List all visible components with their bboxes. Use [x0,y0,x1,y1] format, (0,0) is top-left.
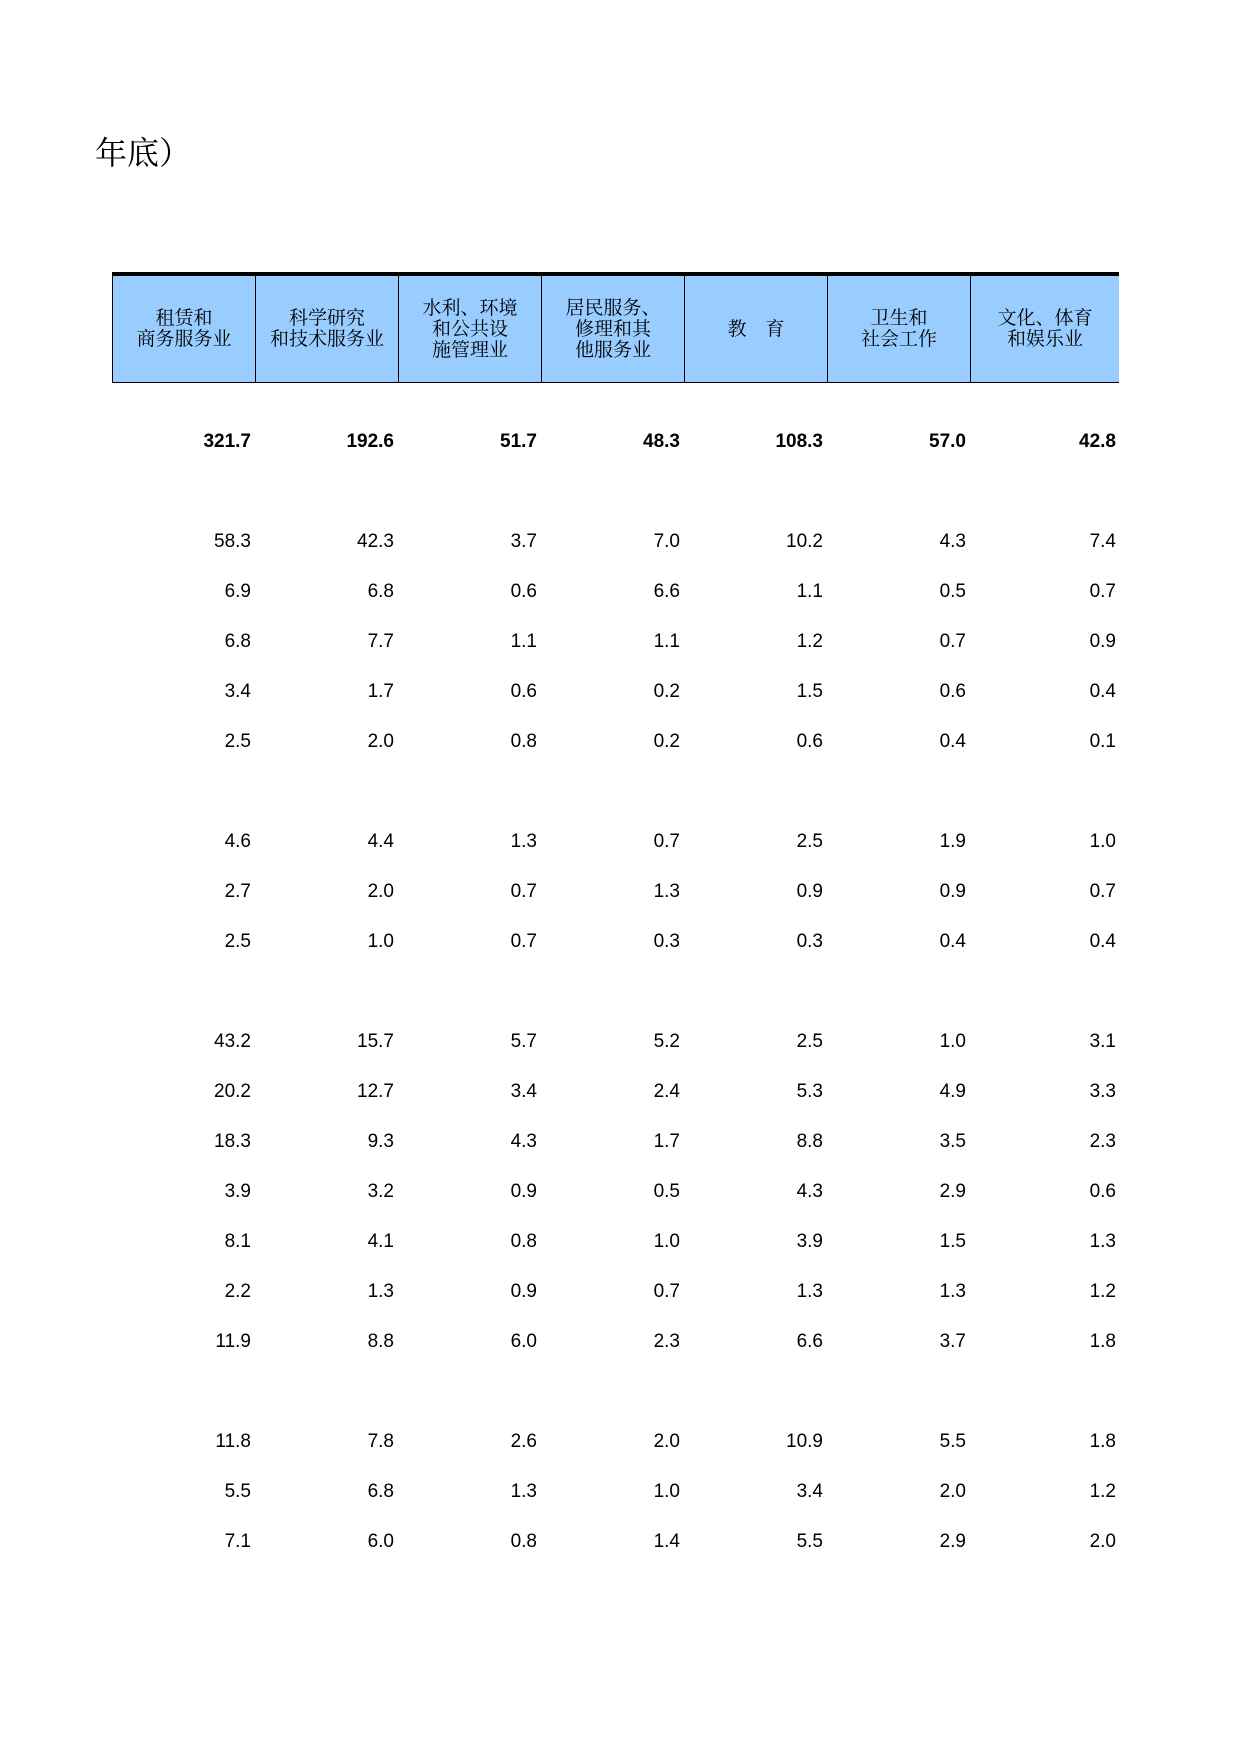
table-cell: 1.1 [796,581,823,602]
table-cell: 6.6 [653,581,680,602]
table-cell: 1.0 [367,931,394,952]
table-row [112,1077,1119,1107]
table-cell: 0.7 [510,881,537,902]
header-water-environment: 水利、环境 和公共设 施管理业 [398,276,541,382]
table-cell: 0.8 [510,731,537,752]
table-row [112,1427,1119,1457]
table-cell: 8.1 [224,1231,251,1252]
table-row [112,827,1119,857]
table-cell: 3.4 [510,1081,537,1102]
table-row [112,627,1119,657]
table-cell: 2.6 [510,1431,537,1452]
table-cell: 2.7 [224,881,251,902]
table-cell: 5.5 [796,1531,823,1552]
table-cell: 7.7 [367,631,394,652]
header-leasing-business: 租赁和 商务服务业 [112,276,255,382]
table-cell: 2.5 [796,1031,823,1052]
table-cell: 6.0 [510,1331,537,1352]
table-cell: 15.7 [357,1031,394,1052]
table-row [112,1477,1119,1507]
table-cell: 0.9 [510,1181,537,1202]
table-cell: 0.4 [939,931,966,952]
table-cell: 0.7 [1089,581,1116,602]
table-cell: 1.5 [939,1231,966,1252]
table-cell: 3.4 [224,681,251,702]
table-cell: 192.6 [346,431,394,452]
table-cell: 108.3 [775,431,823,452]
table-cell: 6.6 [796,1331,823,1352]
table-cell: 57.0 [929,431,966,452]
table-cell: 1.7 [653,1131,680,1152]
table-cell: 0.4 [1089,931,1116,952]
table-cell: 0.6 [510,581,537,602]
table-cell: 6.8 [367,581,394,602]
table-cell: 2.5 [796,831,823,852]
table-cell: 0.7 [510,931,537,952]
table-cell: 2.3 [1089,1131,1116,1152]
table-cell: 10.2 [786,531,823,552]
table-cell: 2.3 [653,1331,680,1352]
table-cell: 1.9 [939,831,966,852]
table-cell: 3.4 [796,1481,823,1502]
table-cell: 6.8 [224,631,251,652]
table-cell: 1.4 [653,1531,680,1552]
table-cell: 4.3 [939,531,966,552]
table-cell: 321.7 [203,431,251,452]
header-scientific-research: 科学研究 和技术服务业 [255,276,398,382]
header-culture-sports: 文化、体育 和娱乐业 [970,276,1119,382]
table-cell: 51.7 [500,431,537,452]
header-education: 教 育 [684,276,827,382]
table-cell: 1.3 [510,1481,537,1502]
table-cell: 1.7 [367,681,394,702]
table-cell: 2.0 [1089,1531,1116,1552]
table-cell: 0.3 [653,931,680,952]
table-cell: 0.6 [796,731,823,752]
table-cell: 2.5 [224,731,251,752]
table-cell: 3.7 [510,531,537,552]
table-cell: 0.9 [796,881,823,902]
table-cell: 0.2 [653,681,680,702]
table-row [112,1027,1119,1057]
table-cell: 4.3 [796,1181,823,1202]
table-cell: 3.9 [224,1181,251,1202]
table-cell: 2.9 [939,1531,966,1552]
header-resident-services: 居民服务、 修理和其 他服务业 [541,276,684,382]
page-title: 年底） [95,134,192,172]
table-cell: 58.3 [214,531,251,552]
table-cell: 4.1 [367,1231,394,1252]
table-cell: 1.3 [939,1281,966,1302]
table-cell: 0.5 [939,581,966,602]
table-cell: 2.4 [653,1081,680,1102]
table-cell: 0.9 [510,1281,537,1302]
table-row [112,527,1119,557]
table-cell: 1.0 [1089,831,1116,852]
table-cell: 0.1 [1089,731,1116,752]
table-cell: 12.7 [357,1081,394,1102]
table-cell: 0.6 [939,681,966,702]
table-row [112,1327,1119,1357]
table-cell: 1.0 [653,1231,680,1252]
table-cell: 43.2 [214,1031,251,1052]
table-cell: 1.3 [796,1281,823,1302]
table-cell: 3.2 [367,1181,394,1202]
table-header [112,276,1119,383]
table-cell: 1.2 [1089,1281,1116,1302]
table-row [112,1527,1119,1557]
table-cell: 1.2 [796,631,823,652]
table-cell: 5.2 [653,1031,680,1052]
table-cell: 4.6 [224,831,251,852]
table-cell: 1.3 [367,1281,394,1302]
table-cell: 3.3 [1089,1081,1116,1102]
table-cell: 5.5 [224,1481,251,1502]
table-cell: 1.8 [1089,1331,1116,1352]
table-cell: 1.0 [653,1481,680,1502]
table-cell: 2.0 [939,1481,966,1502]
table-cell: 1.3 [510,831,537,852]
table-row [112,877,1119,907]
table-cell: 1.1 [510,631,537,652]
table-cell: 42.8 [1079,431,1116,452]
table-cell: 2.9 [939,1181,966,1202]
table-cell: 1.8 [1089,1431,1116,1452]
table-cell: 42.3 [357,531,394,552]
table-cell: 7.8 [367,1431,394,1452]
table-row [112,1277,1119,1307]
table-cell: 1.5 [796,681,823,702]
table-cell: 7.0 [653,531,680,552]
table-cell: 1.0 [939,1031,966,1052]
table-cell: 0.6 [510,681,537,702]
table-cell: 0.8 [510,1531,537,1552]
table-cell: 5.3 [796,1081,823,1102]
table-row [112,677,1119,707]
table-cell: 0.4 [1089,681,1116,702]
statistics-table [112,272,1119,1552]
table-cell: 4.9 [939,1081,966,1102]
table-cell: 1.3 [1089,1231,1116,1252]
table-row [112,1177,1119,1207]
table-cell: 2.5 [224,931,251,952]
table-row [112,1227,1119,1257]
table-cell: 11.9 [215,1331,251,1352]
table-cell: 7.4 [1089,531,1116,552]
table-cell: 2.2 [224,1281,251,1302]
table-cell: 1.1 [653,631,680,652]
table-cell: 8.8 [367,1331,394,1352]
table-cell: 3.9 [796,1231,823,1252]
table-cell: 0.7 [939,631,966,652]
table-cell: 0.9 [939,881,966,902]
table-cell: 6.0 [367,1531,394,1552]
table-cell: 6.8 [367,1481,394,1502]
table-cell: 3.1 [1089,1031,1116,1052]
table-cell: 0.7 [1089,881,1116,902]
table-cell: 20.2 [214,1081,251,1102]
table-cell: 3.5 [939,1131,966,1152]
table-cell: 3.7 [939,1331,966,1352]
table-cell: 8.8 [796,1131,823,1152]
table-cell: 0.9 [1089,631,1116,652]
table-cell: 6.9 [224,581,251,602]
table-row [112,577,1119,607]
table-cell: 2.0 [367,881,394,902]
table-cell: 4.4 [367,831,394,852]
table-cell: 9.3 [367,1131,394,1152]
table-cell: 5.5 [939,1431,966,1452]
table-cell: 1.3 [653,881,680,902]
table-cell: 2.0 [367,731,394,752]
header-health-social-work: 卫生和 社会工作 [827,276,970,382]
table-cell: 48.3 [643,431,680,452]
table-row-total [112,427,1119,457]
table-cell: 10.9 [786,1431,823,1452]
table-cell: 18.3 [214,1131,251,1152]
table-row [112,727,1119,757]
table-cell: 0.2 [653,731,680,752]
table-cell: 0.6 [1089,1181,1116,1202]
table-cell: 0.5 [653,1181,680,1202]
table-cell: 1.2 [1089,1481,1116,1502]
table-cell: 0.7 [653,831,680,852]
table-row [112,1127,1119,1157]
table-cell: 4.3 [510,1131,537,1152]
table-cell: 11.8 [215,1431,251,1452]
table-cell: 0.4 [939,731,966,752]
table-row [112,927,1119,957]
table-cell: 7.1 [224,1531,251,1552]
table-cell: 0.7 [653,1281,680,1302]
table-cell: 0.8 [510,1231,537,1252]
table-cell: 5.7 [510,1031,537,1052]
table-cell: 2.0 [653,1431,680,1452]
table-cell: 0.3 [796,931,823,952]
